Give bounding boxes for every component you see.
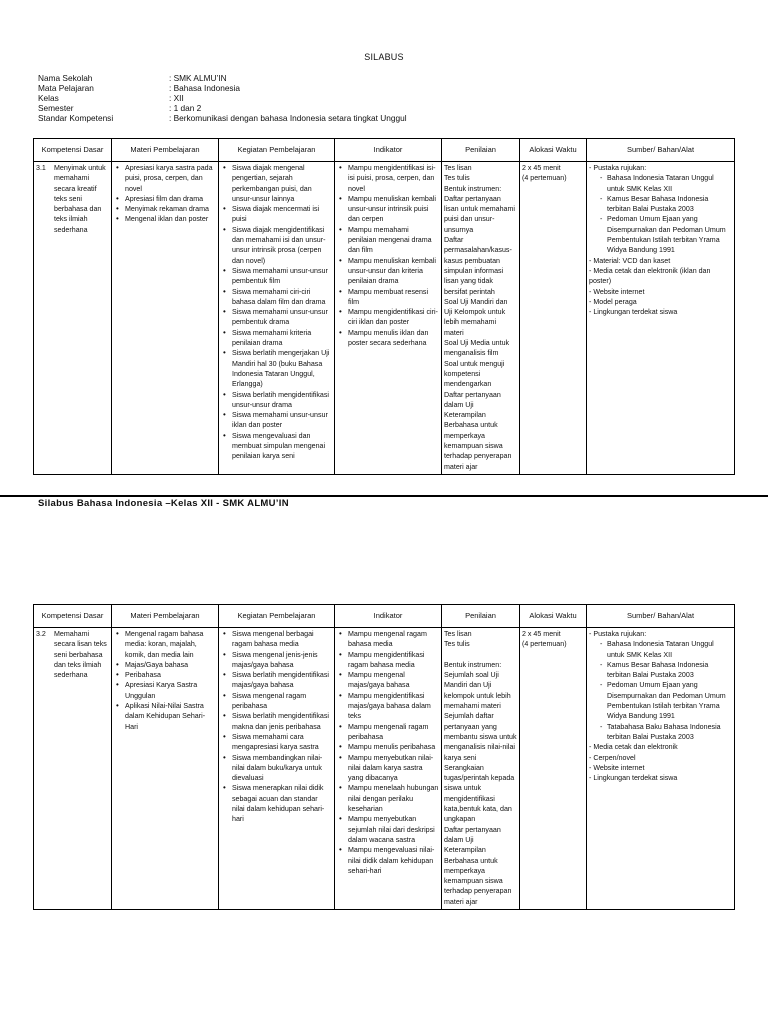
indikator-item: • Mampu menyebutkan nilai-nilai dalam karya sastra yang dibacanya [348,753,439,784]
kegiatan-item: • Siswa mengenal ragam peribahasa [232,691,332,712]
syllabus-table-2 [33,604,735,910]
kegiatan-item: • Siswa diajak mengenal pengertian, sejarah perkembangan puisi, dan unsur-unsur lainnya [232,163,332,204]
penilaian-line: Daftar pertanyaan dalam Uji Keterampilan Berbahasa untuk memperkaya kemampuan siswa terhadap penyerapan materi ajar [444,825,512,906]
sumber-line: - Website internet [589,763,645,772]
kegiatan-item: • Siswa berlatih mengidentifikasi majas/gaya bahasa [232,670,332,691]
column-header-penilaian: Penilaian [442,139,520,162]
meta-label: Mata Pelajaran [38,83,94,93]
penilaian-line: Daftar permasalahan/kasus-kasus pembuatan simpulan informasi lisan yang tidak bersifat perintah [444,236,512,296]
cell-materi [112,628,219,910]
indikator-item: • Mampu mengenal majas/gaya bahasa [348,670,439,691]
cell-indikator [335,162,442,475]
cell-penilaian [442,162,520,475]
indikator-item: • Mampu mengenal ragam bahasa media [348,629,439,650]
column-header-sumber: Sumber/ Bahan/Alat [587,605,735,628]
cell-indikator [335,628,442,910]
reference-item: - Bahasa Indonesia Tataran Unggul untuk SMK Kelas XII [589,173,732,194]
meta-label: Nama Sekolah [38,73,93,83]
penilaian-line: Sejumlah soal Uji Mandiri dan Uji kelompok untuk lebih memahami materi [444,671,511,711]
penilaian-line: Tes tulis [444,174,470,183]
materi-item: • Majas/Gaya bahasa [125,660,216,670]
cell-kegiatan [219,162,335,475]
indikator-item: • Mampu menuliskan kembali unsur-unsur intrinsik puisi dan cerpen [348,194,439,225]
syllabus-table-1 [33,138,735,475]
cell-kompetensi-dasar [34,628,112,910]
cell-sumber [587,628,735,910]
kegiatan-item: • Siswa diajak mengidentifikasi dan memahami isi dan unsur-unsur intrinsik prosa (cerpen dan novel) [232,225,332,266]
penilaian-line: Soal untuk menguji kompetensi mendengarkan [444,359,505,389]
syllabus-meta [38,73,407,123]
indikator-item: • Mampu menelaah hubungan nilai dengan perilaku keseharian [348,783,439,814]
indikator-item: • Mampu membuat resensi film [348,287,439,308]
materi-list [114,163,216,225]
penilaian-line: Daftar pertanyaan lisan untuk memahami puisi dan unsur-unsurnya [444,194,515,234]
cell-kegiatan [219,628,335,910]
materi-item: • Mengenal ragam bahasa media: koran, majalah, komik, dan media lain [125,629,216,660]
penilaian-line: Bentuk instrumen: [444,184,502,193]
kegiatan-item: • Siswa mengenal jenis-jenis majas/gaya bahasa [232,650,332,671]
meta-label: Kelas [38,93,59,103]
table-header [34,605,735,628]
competency-item [36,629,109,680]
meta-value: : Bahasa Indonesia [169,83,241,93]
column-header-alokasi: Alokasi Waktu [520,139,587,162]
penilaian-line: Daftar pertanyaan dalam Uji Keterampilan Berbahasa untuk memperkaya kemampuan siswa terhadap penyerapan materi ajar [444,390,512,471]
kegiatan-item: • Siswa berlatih mengidentifikasi unsur-unsur drama [232,390,332,411]
table-row [34,162,735,475]
kegiatan-item: • Siswa memahami unsur-unsur pembentuk film [232,266,332,287]
kegiatan-item: • Siswa memahami ciri-ciri bahasa dalam film dan drama [232,287,332,308]
alokasi-line: 2 x 45 menit [522,630,561,638]
reference-item: - Kamus Besar Bahasa Indonesia terbitan Balai Pustaka 2003 [589,660,732,681]
materi-item: • Apresiasi Karya Sastra Unggulan [125,680,216,701]
reference-item: - Pedoman Umum Ejaan yang Disempurnakan dan Pedoman Umum Pembentukan Istilah terbitan Yrama Widya Bandung 1991 [589,214,732,255]
kegiatan-item: • Siswa menerapkan nilai didik sebagai acuan dan standar nilai dalam kehidupan sehari-hari [232,783,332,824]
page-footer: Silabus Bahasa Indonesia –Kelas XII - SMK ALMU’IN [38,498,289,509]
meta-row-class [38,93,407,103]
indikator-item: • Mampu mengidentifikasi ragam bahasa media [348,650,439,671]
competency-text: Menyimak untuk memahami secara kreatif teks seni berbahasa dan teks ilmiah sederhana [54,164,106,234]
header-row [34,139,735,162]
column-header-indikator: Indikator [335,139,442,162]
sumber-line: - Lingkungan terdekat siswa [589,774,678,783]
column-header-kd: Kompetensi Dasar [34,139,112,162]
materi-item: • Peribahasa [125,670,216,680]
penilaian-line: Tes lisan [444,164,472,172]
column-header-kegiatan: Kegiatan Pembelajaran [219,605,335,628]
meta-value: : Berkomunikasi dengan bahasa Indonesia setara tingkat Unggul [169,113,407,123]
indikator-item: • Mampu menuliskan kembali unsur-unsur dan kriteria penilaian drama [348,256,439,287]
kegiatan-item: • Siswa membandingkan nilai-nilai dalam buku/karya untuk dievaluasi [232,753,332,784]
reference-list [589,173,732,255]
indikator-item: • Mampu mengenali ragam peribahasa [348,722,439,743]
reference-item: - Pedoman Umum Ejaan yang Disempurnakan dan Pedoman Umum Pembentukan Istilah terbitan Yrama Widya Bandung 1991 [589,680,732,721]
cell-kompetensi-dasar [34,162,112,475]
competency-text: Memahami secara lisan teks seni berbahasa dan teks ilmiah sederhana [54,630,107,680]
sumber-line: - Website internet [589,287,645,296]
meta-row-subject [38,83,407,93]
penilaian-line: Tes tulis [444,640,470,649]
indikator-item: • Mampu mengidentifikasi majas/gaya bahasa dalam teks [348,691,439,722]
meta-row-school [38,73,407,83]
reference-item: - Kamus Besar Bahasa Indonesia terbitan Balai Pustaka 2003 [589,194,732,215]
penilaian-line [444,650,517,660]
meta-value: : SMK ALMU’IN [169,73,227,83]
reference-list [589,639,732,742]
materi-item: • Menyimak rekaman drama [125,204,216,214]
meta-value: : XII [169,93,184,103]
kegiatan-item: • Siswa berlatih mengidentifikasi makna dan jenis peribahasa [232,711,332,732]
indikator-item: • Mampu mengidentifikasi isi-isi puisi, prosa, cerpen, dan novel [348,163,439,194]
materi-item: • Aplikasi Nilai-Nilai Sastra dalam Kehidupan Sehari-Hari [125,701,216,732]
column-header-sumber: Sumber/ Bahan/Alat [587,139,735,162]
kegiatan-item: • Siswa memahami cara mengapresiasi karya sastra [232,732,332,753]
column-header-kd: Kompetensi Dasar [34,605,112,628]
page-title: SILABUS [364,52,404,62]
cell-alokasi-waktu [520,162,587,475]
sumber-line: - Lingkungan terdekat siswa [589,308,678,317]
table-body [34,628,735,910]
kegiatan-item: • Siswa memahami unsur-unsur pembentuk drama [232,307,332,328]
penilaian-line: Sejumlah daftar pertanyaan yang membantu siswa untuk menganalisis nilai-nilai karya seni [444,712,517,762]
kegiatan-item: • Siswa berlatih mengerjakan Uji Mandiri hal 30 (buku Bahasa Indonesia Tataran Unggul, Erlangga) [232,348,332,389]
alokasi-line: (4 pertemuan) [522,174,567,183]
penilaian-line: Serangkaian tugas/perintah kepada siswa untuk mengidentifikasi kata,bentuk kata, dan ungkapan [444,763,515,824]
meta-label: Semester [38,103,74,113]
cell-materi [112,162,219,475]
table-row [34,628,735,910]
sumber-heading: - Pustaka rujukan: [589,164,647,172]
table-body [34,162,735,475]
cell-penilaian [442,628,520,910]
sumber-line: - Cerpen/novel [589,753,636,762]
competency-number: 3.1 [36,164,46,172]
cell-alokasi-waktu [520,628,587,910]
penilaian-line: Soal Uji Mandiri dan Uji Kelompok untuk lebih memahami materi [444,297,508,337]
indikator-item: • Mampu menulis peribahasa [348,742,439,752]
indikator-item: • Mampu menulis iklan dan poster secara sederhana [348,328,439,349]
indikator-item: • Mampu mengevaluasi nilai-nilai didik dalam kehidupan sehari-hari [348,845,439,876]
kegiatan-item: • Siswa memahami kriteria penilaian drama [232,328,332,349]
column-header-indikator: Indikator [335,605,442,628]
competency-item [36,163,109,235]
alokasi-line: (4 pertemuan) [522,640,567,649]
materi-item: • Apresiasi film dan drama [125,194,216,204]
penilaian-line: Tes lisan [444,630,472,638]
header-row [34,605,735,628]
kegiatan-list [221,629,332,825]
sumber-line: - Media cetak dan elektronik (iklan dan poster) [589,266,711,286]
kegiatan-item: • Siswa mengevaluasi dan membuat simpulan mengenai penilaian karya seni [232,431,332,462]
competency-number: 3.2 [36,630,46,638]
column-header-alokasi: Alokasi Waktu [520,605,587,628]
footer-divider [0,495,768,497]
kegiatan-item: • Siswa mengenal berbagai ragam bahasa media [232,629,332,650]
kegiatan-item: • Siswa diajak mencermati isi puisi [232,204,332,225]
kegiatan-item: • Siswa memahami unsur-unsur iklan dan poster [232,410,332,431]
meta-label: Standar Kompetensi [38,113,114,123]
sumber-line: - Material: VCD dan kaset [589,256,671,265]
indikator-item: • Mampu menyebutkan sejumlah nilai dari deskripsi dalam wacana sastra [348,814,439,845]
penilaian-line: Soal Uji Media untuk menganalisis film [444,339,510,358]
sumber-line: - Model peraga [589,297,637,306]
column-header-materi: Materi Pembelajaran [112,605,219,628]
indikator-item: • Mampu memahami penilaian mengenai drama dan film [348,225,439,256]
column-header-kegiatan: Kegiatan Pembelajaran [219,139,335,162]
indikator-item: • Mampu mengidentifikasi ciri-ciri iklan dan poster [348,307,439,328]
penilaian-line: Bentuk instrumen: [444,660,502,669]
meta-value: : 1 dan 2 [169,103,202,113]
meta-row-semester [38,103,407,113]
sumber-line: - Media cetak dan elektronik [589,743,678,752]
reference-item: - Bahasa Indonesia Tataran Unggul untuk SMK Kelas XII [589,639,732,660]
indikator-list [337,629,439,876]
materi-item: • Mengenal iklan dan poster [125,214,216,224]
materi-item: • Apresiasi karya sastra pada puisi, prosa, cerpen, dan novel [125,163,216,194]
indikator-list [337,163,439,348]
alokasi-line: 2 x 45 menit [522,164,561,172]
materi-list [114,629,216,732]
column-header-materi: Materi Pembelajaran [112,139,219,162]
meta-row-competency-standard [38,113,407,123]
table-header [34,139,735,162]
column-header-penilaian: Penilaian [442,605,520,628]
reference-item: - Tatabahasa Baku Bahasa Indonesia terbitan Balai Pustaka 2003 [589,722,732,743]
cell-sumber [587,162,735,475]
kegiatan-list [221,163,332,462]
sumber-heading: - Pustaka rujukan: [589,630,647,638]
